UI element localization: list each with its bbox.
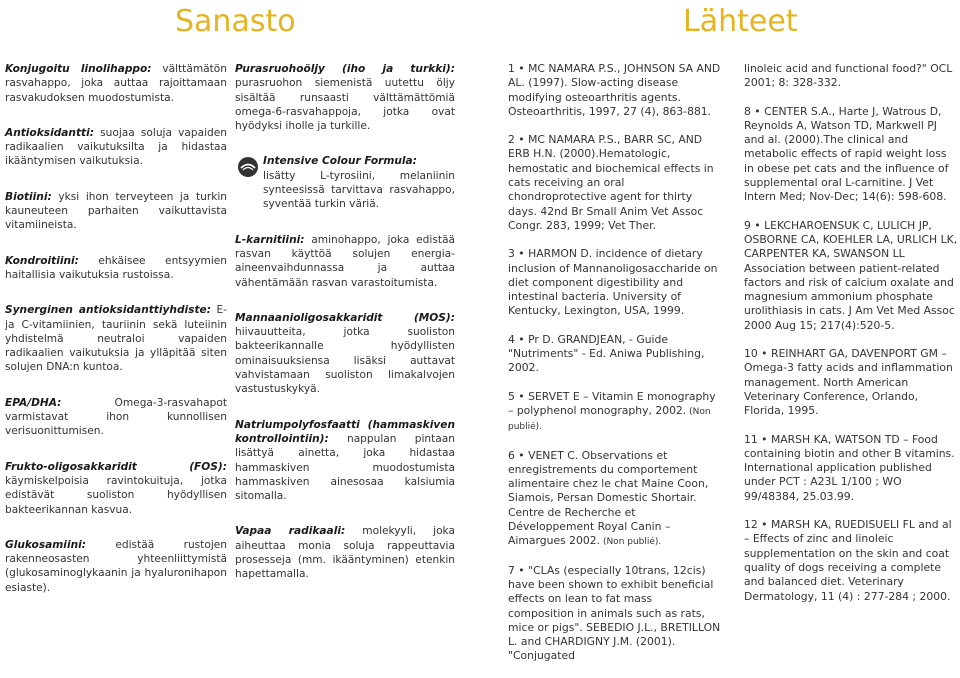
glossary-entry	[5, 62, 227, 105]
glossary-definition: lisätty L-tyrosiini, melaniinin synteesissä tarvittava rasvahappo, syventää turkin väriä.	[263, 169, 455, 211]
reference-item	[744, 219, 958, 333]
glossary-column-2	[235, 62, 455, 603]
reference-text: 1 • MC NAMARA P.S., JOHNSON SA AND AL. (1997). Slow-acting disease modifying osteoarthritis agents. Osteoarthritis, 1997, 27 (4), 863-881.	[508, 62, 721, 118]
reference-item	[744, 105, 958, 205]
glossary-entry	[235, 233, 455, 290]
glossary-term: Purasruohoöljy (iho ja turkki):	[235, 63, 455, 75]
glossary-definition: suojaa soluja vapaiden radikaalien vaikutuksilta ja hidastaa ikääntymisen vaikutuksia.	[5, 126, 227, 168]
glossary-term: Intensive Colour Formula:	[263, 155, 417, 168]
glossary-definition: nappulan pintaan lisättyä ainetta, joka hidastaa hammaskiven muodostumista hammaskiven ainesosaa kalsiumia sitomalla.	[235, 432, 455, 503]
reference-item	[508, 62, 721, 119]
reference-text: 12 • MARSH KA, RUEDISUELI FL and al – Effects of zinc and linoleic supplementation on the skin and coat quality of dogs receiving a complete and balanced diet. Veterinary Dermatology, 11 (4) : 277-284 ; 2000.	[744, 518, 952, 603]
glossary-term: Frukto-oligosakkaridit (FOS):	[5, 460, 227, 473]
rgb-logo-icon	[237, 156, 259, 178]
glossary-entry	[235, 418, 455, 504]
reference-item	[744, 433, 958, 504]
glossary-term: Konjugoitu linolihappo:	[5, 63, 152, 75]
glossary-term: Kondroitiini:	[5, 254, 79, 267]
reference-item	[508, 449, 721, 550]
reference-text: 2 • MC NAMARA P.S., BARR SC, AND ERB H.N. (2000).Hematologic, hemostatic and biochemical effects in cats receiving an oral chondroprotective agent for thirty days. 42nd Br Small Anim Vet Assoc Congr. 283, 1999; Vet Ther.	[508, 133, 714, 232]
reference-text: 10 • REINHART GA, DAVENPORT GM – Omega-3 fatty acids and inflammation management. North American Veterinary Conference, Orlando, Florida, 1995.	[744, 347, 953, 418]
glossary-entry	[235, 154, 455, 211]
references-column-1	[508, 62, 721, 678]
reference-note: (Non publié).	[508, 406, 711, 433]
glossary-term: L-karnitiini:	[235, 233, 305, 246]
reference-text: 3 • HARMON D. incidence of dietary inclusion of Mannanoligosaccharide on diet component digestibility and intestinal bacteria. University of Kentucky, Lexington, USA, 1999.	[508, 247, 718, 318]
glossary-term: Biotiini:	[5, 190, 52, 203]
reference-item	[744, 347, 958, 418]
glossary-definition: purasruohon siemenistä uutettu öljy sisältää runsaasti välttämättömiä omega-6-rasvahappoja, jotka ovat hyödyksi iholle ja turkille.	[235, 77, 455, 133]
reference-text: 5 • SERVET E – Vitamin E monography – polyphenol monography, 2002.	[508, 389, 716, 417]
glossary-definition: E- ja C-vitamiinien, tauriinin sekä luteiinin yhdistelmä neutraloi vapaiden radikaalien vaikutuksia ja ylläpitää siten solujen DNA:n kuntoa.	[5, 304, 227, 374]
glossary-term: Natriumpolyfosfaatti (hammaskiven kontrollointiin):	[235, 418, 455, 445]
glossary-term: Glukosamiini:	[5, 538, 86, 551]
reference-item	[508, 133, 721, 233]
glossary-definition: aminohappo, joka edistää rasvan käyttöä solujen energia-aineenvaihdunnassa ja auttaa vähentämään rasvan varastoitumista.	[235, 233, 455, 289]
reference-item	[508, 247, 721, 318]
glossary-entry	[235, 62, 455, 133]
reference-text: 7 • "CLAs (especially 10trans, 12cis) have been shown to exhibit beneficial effects on lean to fat mass composition in animals such as rats, mice or pigs". SEBEDIO J.L., BRETILLON L. and CHARDIGNY J.M. (2001). "Conjugated	[508, 563, 721, 663]
glossary-entry	[5, 126, 227, 169]
reference-item	[508, 564, 721, 664]
reference-text: 6 • VENET C. Observations et enregistrements du comportement alimentaire chez le chat Maine Coon, Siamois, Persan Domestic Shortair. Centre de Recherche et Développement Royal Canin – Aimargues 2002.	[508, 448, 709, 548]
glossary-entry	[5, 396, 227, 439]
reference-text: 4 • Pr D. GRANDJEAN, - Guide "Nutriments" - Ed. Aniwa Publishing, 2002.	[508, 332, 705, 375]
glossary-heading: Sanasto	[175, 4, 296, 39]
references-column-2	[744, 62, 958, 618]
glossary-entry	[5, 190, 227, 233]
reference-text: 11 • MARSH KA, WATSON TD – Food containing biotin and other B vitamins. International application published under PCT : A23L 1/100 ; WO 99/48384, 25.03.99.	[744, 432, 955, 503]
glossary-column-1	[5, 62, 227, 616]
glossary-term: EPA/DHA:	[5, 396, 62, 409]
glossary-entry	[235, 311, 455, 397]
glossary-definition: välttämätön rasvahappo, joka auttaa rajoittamaan rasvakudoksen muodostumista.	[5, 63, 227, 104]
glossary-definition: hiivauutteita, jotka suoliston bakteerikannalle hyödyllisten ominaisuuksiensa lisäksi auttavat vahvistamaan suoliston limakalvojen vastustuskykyä.	[235, 326, 455, 396]
glossary-definition: edistää rustojen rakenneosasten yhteenliittymistä (glukosaminoglykaanin ja hyaluronihapon esiaste).	[5, 538, 227, 594]
glossary-entry	[5, 538, 227, 595]
glossary-entry	[5, 460, 227, 517]
reference-item	[744, 518, 958, 604]
glossary-definition: Omega-3-rasvahapot varmistavat ihon kunnollisen verisuonittumisen.	[5, 396, 227, 438]
reference-text: linoleic acid and functional food?" OCL 2001; 8: 328-332.	[744, 62, 953, 90]
glossary-entry	[5, 254, 227, 283]
reference-text: 8 • CENTER S.A., Harte J, Watrous D, Reynolds A, Watson TD, Markwell PJ and al. (2000).The clinical and metabolic effects of rapid weight loss in obese pet cats and the influence of supplemental oral L-carnitine. J Vet Intern Med; Nov-Dec; 14(6): 598-608.	[744, 104, 949, 204]
glossary-term: Synerginen antioksidanttiyhdiste:	[5, 304, 211, 317]
reference-text: 9 • LEKCHAROENSUK C, LULICH JP, OSBORNE CA, KOEHLER LA, URLICH LK, CARPENTER KA, SWANSON LL Association between patient-related factors and risk of calcium oxalate and magnesium ammonium phosphate urolithiasis in cats. J Am Vet Med Assoc 2000 Aug 15; 217(4):520-5.	[744, 218, 958, 332]
glossary-definition: yksi ihon terveyteen ja turkin kauneuteen parhaiten vaikuttavista vitamiineista.	[5, 190, 227, 232]
glossary-term: Antioksidantti:	[5, 126, 94, 139]
glossary-entry	[235, 524, 455, 581]
glossary-term: Vapaa radikaali:	[235, 525, 346, 538]
references-heading: Lähteet	[683, 4, 798, 39]
glossary-definition: käymiskelpoisia ravintokuituja, jotka edistävät suoliston hyödyllisen bakteerikannan kasvua.	[5, 474, 227, 516]
glossary-term: Mannaanioligosakkaridit (MOS):	[235, 311, 455, 324]
glossary-definition: ehkäisee entsyymien haitallisia vaikutuksia rustoissa.	[5, 254, 227, 281]
glossary-entry	[5, 303, 227, 374]
glossary-definition: molekyyli, joka aiheuttaa monia soluja rappeuttavia prosesseja (mm. ikääntyminen) etenkin hapettamalla.	[235, 525, 455, 581]
reference-item	[744, 62, 958, 91]
reference-item	[508, 333, 721, 376]
reference-item	[508, 390, 721, 435]
reference-note: (Non publié).	[600, 537, 662, 548]
